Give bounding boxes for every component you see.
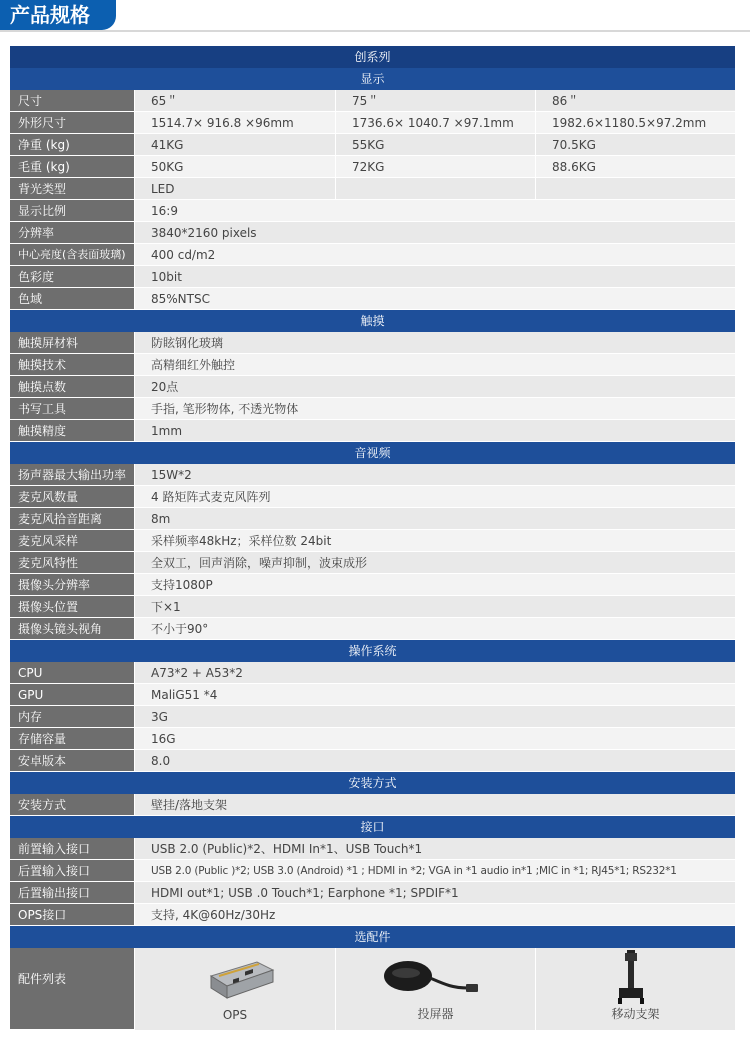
section-install: 安装方式: [10, 772, 735, 794]
table-row: [10, 288, 735, 310]
table-row: [10, 662, 735, 684]
ops-module-icon: [207, 956, 277, 1002]
table-row: [10, 838, 735, 860]
empty-cell: [335, 178, 535, 200]
table-row: [10, 376, 735, 398]
row-value: 65＂: [134, 90, 335, 112]
table-row: [10, 266, 735, 288]
row-label: CPU: [10, 662, 134, 684]
row-value: 高精细红外触控: [134, 354, 735, 376]
row-label: 后置输入接口: [10, 860, 134, 882]
accessory-caption: OPS: [222, 1008, 248, 1022]
row-value: 支持, 4K@60Hz/30Hz: [134, 904, 735, 926]
table-row: [10, 244, 735, 266]
table-row: [10, 904, 735, 926]
row-value: 防眩钢化玻璃: [134, 332, 735, 354]
table-row: [10, 508, 735, 530]
table-row: [10, 90, 735, 112]
row-label: 触摸屏材料: [10, 332, 134, 354]
row-label: 触摸技术: [10, 354, 134, 376]
row-value: 15W*2: [134, 464, 735, 486]
row-label: 扬声器最大输出功率: [10, 464, 134, 486]
row-value: 88.6KG: [535, 156, 735, 178]
row-label: 配件列表: [10, 948, 134, 1030]
row-value: 支持1080P: [134, 574, 735, 596]
section-accessories: 选配件: [10, 926, 735, 948]
section-av: 音视频: [10, 442, 735, 464]
screen-share-dongle-icon: [382, 958, 482, 1000]
row-value: MaliG51 *4: [134, 684, 735, 706]
title-divider: [0, 30, 750, 32]
table-row: [10, 200, 735, 222]
row-value: 手指, 笔形物体, 不透光物体: [134, 398, 735, 420]
table-row: [10, 860, 735, 882]
accessory-caption: 移动支架: [611, 1007, 660, 1021]
table-row: [10, 420, 735, 442]
empty-cell: [535, 178, 735, 200]
table-row: [10, 750, 735, 772]
row-label: 净重 (kg): [10, 134, 134, 156]
row-value: 72KG: [335, 156, 535, 178]
table-row: [10, 398, 735, 420]
row-value: 20点: [134, 376, 735, 398]
row-value: A73*2 + A53*2: [134, 662, 735, 684]
table-row: [10, 134, 735, 156]
table-row: [10, 354, 735, 376]
row-value: 41KG: [134, 134, 335, 156]
row-label: OPS接口: [10, 904, 134, 926]
row-value: 全双工，回声消除，噪声抑制，波束成形: [134, 552, 735, 574]
section-touch: 触摸: [10, 310, 735, 332]
section-os: 操作系统: [10, 640, 735, 662]
accessory-ops: [134, 948, 335, 1030]
table-row: [10, 706, 735, 728]
mobile-stand-icon: [616, 950, 646, 1006]
row-value: USB 2.0 (Public )*2; USB 3.0 (Android) *1 ; HDMI in *2; VGA in *1 audio in*1 ;MIC in *1; RJ45*1; RS232*1: [134, 860, 735, 882]
accessories-row: [10, 948, 735, 1030]
table-row: [10, 530, 735, 552]
row-value: 3840*2160 pixels: [134, 222, 735, 244]
row-label: 存储容量: [10, 728, 134, 750]
table-row: [10, 178, 735, 200]
row-value: 55KG: [335, 134, 535, 156]
row-value: 16G: [134, 728, 735, 750]
row-label: 内存: [10, 706, 134, 728]
accessory-stand: [535, 948, 735, 1030]
row-value: 下×1: [134, 596, 735, 618]
row-value: 8m: [134, 508, 735, 530]
table-row: [10, 574, 735, 596]
row-value: 1mm: [134, 420, 735, 442]
table-row: [10, 486, 735, 508]
row-value: 400 cd/m2: [134, 244, 735, 266]
row-label: 书写工具: [10, 398, 134, 420]
table-row: [10, 728, 735, 750]
table-row: [10, 618, 735, 640]
row-value: 不小于90°: [134, 618, 735, 640]
row-value: 75＂: [335, 90, 535, 112]
series-header: 创系列: [10, 46, 735, 68]
table-row: [10, 464, 735, 486]
row-value: 50KG: [134, 156, 335, 178]
table-row: [10, 684, 735, 706]
row-value: 1514.7× 916.8 ×96mm: [134, 112, 335, 134]
row-value: 1736.6× 1040.7 ×97.1mm: [335, 112, 535, 134]
table-row: [10, 332, 735, 354]
row-label: 中心亮度(含表面玻璃): [10, 244, 134, 266]
row-value: 采样频率48kHz；采样位数 24bit: [134, 530, 735, 552]
table-row: [10, 112, 735, 134]
row-value: 8.0: [134, 750, 735, 772]
row-label: 色域: [10, 288, 134, 310]
row-value: USB 2.0 (Public)*2、HDMI In*1、USB Touch*1: [134, 838, 735, 860]
row-label: 摄像头分辨率: [10, 574, 134, 596]
row-value: LED: [134, 178, 335, 200]
accessory-caption: 投屏器: [417, 1007, 454, 1021]
row-label: 安装方式: [10, 794, 134, 816]
row-label: 安卓版本: [10, 750, 134, 772]
row-value: HDMI out*1; USB .0 Touch*1; Earphone *1; SPDIF*1: [134, 882, 735, 904]
section-ports: 接口: [10, 816, 735, 838]
row-value: 壁挂/落地支架: [134, 794, 735, 816]
row-label: 摄像头镜头视角: [10, 618, 134, 640]
row-value: 16:9: [134, 200, 735, 222]
table-row: [10, 552, 735, 574]
row-label: 外形尺寸: [10, 112, 134, 134]
row-label: 麦克风特性: [10, 552, 134, 574]
row-value: 1982.6×1180.5×97.2mm: [535, 112, 735, 134]
section-display: 显示: [10, 68, 735, 90]
row-label: 麦克风采样: [10, 530, 134, 552]
row-label: 前置输入接口: [10, 838, 134, 860]
row-label: 背光类型: [10, 178, 134, 200]
table-row: [10, 156, 735, 178]
row-label: 后置输出接口: [10, 882, 134, 904]
row-label: 显示比例: [10, 200, 134, 222]
row-value: 4 路矩阵式麦克风阵列: [134, 486, 735, 508]
row-label: 触摸精度: [10, 420, 134, 442]
row-value: 10bit: [134, 266, 735, 288]
row-label: 麦克风拾音距离: [10, 508, 134, 530]
row-value: 85%NTSC: [134, 288, 735, 310]
row-label: 触摸点数: [10, 376, 134, 398]
row-value: 86＂: [535, 90, 735, 112]
table-row: [10, 222, 735, 244]
table-row: [10, 882, 735, 904]
table-row: [10, 596, 735, 618]
spec-table: [10, 46, 735, 1030]
row-label: 分辨率: [10, 222, 134, 244]
row-label: 尺寸: [10, 90, 134, 112]
row-label: 毛重 (kg): [10, 156, 134, 178]
row-label: 摄像头位置: [10, 596, 134, 618]
row-value: 70.5KG: [535, 134, 735, 156]
page-title: 产品规格: [0, 0, 116, 30]
accessory-dongle: [335, 948, 535, 1030]
row-label: GPU: [10, 684, 134, 706]
row-label: 色彩度: [10, 266, 134, 288]
row-label: 麦克风数量: [10, 486, 134, 508]
table-row: [10, 794, 735, 816]
row-value: 3G: [134, 706, 735, 728]
